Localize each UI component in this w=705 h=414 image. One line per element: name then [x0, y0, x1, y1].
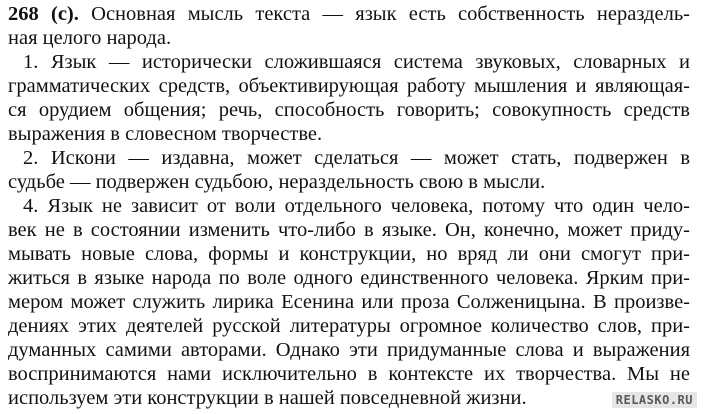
site-watermark: RELASKO.RU: [612, 392, 697, 408]
text-line: дениях этих деятелей русской литературы огромное количество слов, при-: [8, 315, 690, 337]
text-line: воспринимаются нами исключительно в контексте их творчества. Мы не: [8, 363, 690, 385]
paragraph-2-start: 2. Искони — издавна, может сделаться — может стать, подвержен в: [23, 147, 690, 169]
text-line: грамматических средств, объективирующая работу мышления и являющая-: [8, 75, 690, 97]
text-line: ся орудием общения; речь, способность говорить; совокупность средств: [8, 99, 690, 121]
exercise-heading: [8, 2, 690, 26]
exercise-heading-text: Основная мысль текста — язык есть собственность нераздель-: [91, 3, 690, 25]
text-line: думанных самими авторами. Однако эти придуманные слова и выражения: [8, 339, 690, 361]
text-line: мывать новые слова, формы и конструкции, но вряд ли они смогут при-: [8, 243, 690, 265]
text-line: судьбе — подвержен судьбою, нераздельность свою в мысли.: [8, 171, 546, 193]
exercise-number: 268 (с).: [8, 3, 79, 25]
text-line: ная целого народа.: [8, 27, 172, 49]
text-line: житься в языке народа по воле одного единственного человека. Ярким при-: [8, 267, 690, 289]
text-line: выражения в словесном творчестве.: [8, 123, 323, 145]
text-line: век не в состоянии изменить что-либо в языке. Он, конечно, может приду-: [8, 219, 690, 241]
paragraph-4-start: 4. Язык не зависит от воли отдельного человека, потому что один чело-: [23, 195, 690, 217]
paragraph-1-start: 1. Язык — исторически сложившаяся система звуковых, словарных и: [23, 51, 690, 73]
text-line: используем эти конструкции в нашей повседневной жизни.: [8, 387, 527, 409]
text-line: мером может служить лирика Есенина или проза Солженицына. В произве-: [8, 291, 690, 313]
